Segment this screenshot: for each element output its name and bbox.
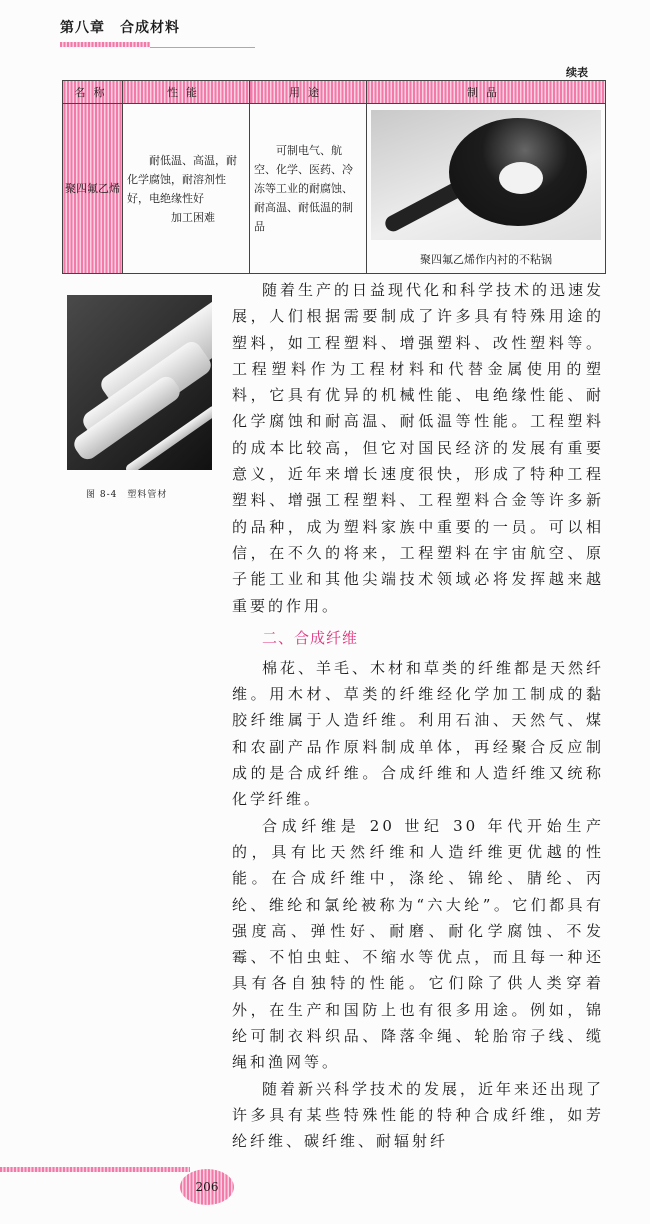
- cell-uses: 可制电气、航空、化学、医药、冷冻等工业的耐腐蚀、耐高温、耐低温的制品: [250, 104, 367, 274]
- table-header-row: [63, 81, 606, 104]
- table-continued-label: 续表: [566, 66, 588, 79]
- plastic-pipes-photo: [67, 295, 212, 470]
- table-row: [63, 104, 606, 274]
- col-header-name: 名称: [63, 81, 123, 104]
- header-stripe: [60, 42, 150, 47]
- figure-caption: 图 8-4 塑料管材: [86, 490, 168, 500]
- paragraph: 随着生产的日益现代化和科学技术的迅速发展，人们根据需要制成了许多具有特殊用途的塑料，如工程塑料、增强塑料、改性塑料等。工程塑料作为工程材料和代替金属使用的塑料，它具有优异的机械性能、电绝缘性能、耐化学腐蚀和耐高温、耐低温等性能。工程塑料的成本比较高，但它对国民经济的发展有重要意义，近年来增长速度很快，形成了特种工程塑料、增强工程塑料、工程塑料合金等许多新的品种，成为塑料家族中重要的一员。可以相信，在不久的将来，工程塑料在宇宙航空、原子能工业和其他尖端技术领域必将发挥越来越重要的作用。: [232, 281, 605, 615]
- nonstick-pan-photo: [371, 110, 601, 240]
- col-header-products: 制品: [367, 81, 606, 104]
- header-rule: [150, 47, 255, 48]
- materials-table: [62, 80, 606, 274]
- properties-note: 加工困难: [171, 210, 215, 224]
- properties-text: 耐低温、高温，耐化学腐蚀，耐溶剂性好，电绝缘性好: [127, 153, 237, 205]
- col-header-uses: 用途: [250, 81, 367, 104]
- footer-stripe: [0, 1167, 190, 1172]
- col-header-properties: 性能: [123, 81, 250, 104]
- chapter-title: 第八章 合成材料: [60, 20, 180, 36]
- page-number: 206: [180, 1169, 234, 1205]
- product-caption: 聚四氟乙烯作内衬的不粘锅: [420, 253, 552, 266]
- page-footer: [0, 1165, 650, 1224]
- paragraph: 棉花、羊毛、木材和草类的纤维都是天然纤维。用木材、草类的纤维经化学加工制成的黏胶纤维属于人造纤维。利用石油、天然气、煤和农副产品作原料制成单体，再经聚合反应制成的是合成纤维。合成纤维和人造纤维又统称化学纤维。: [232, 658, 605, 809]
- section-heading: 二、合成纤维: [262, 628, 359, 647]
- cell-properties: [123, 104, 250, 274]
- paragraph: 随着新兴科学技术的发展，近年来还出现了许多具有某些特殊性能的特种合成纤维，如芳纶纤维、碳纤维、耐辐射纤: [232, 1079, 605, 1151]
- paragraph: 合成纤维是 20 世纪 30 年代开始生产的，具有比天然纤维和人造纤维更优越的性能。在合成纤维中，涤纶、锦纶、腈纶、丙纶、维纶和氯纶被称为“六大纶”。它们都具有强度高、弹性好、耐磨、耐化学腐蚀、不发霉、不怕虫蛀、不缩水等优点，而且每一种还具有各自独特的性能。它们除了供人类穿着外，在生产和国防上也有很多用途。例如，锦纶可制衣料织品、降落伞绳、轮胎帘子线、缆绳和渔网等。: [232, 816, 604, 1072]
- cell-product: [367, 104, 606, 274]
- cell-name: 聚四氟乙烯: [63, 104, 123, 274]
